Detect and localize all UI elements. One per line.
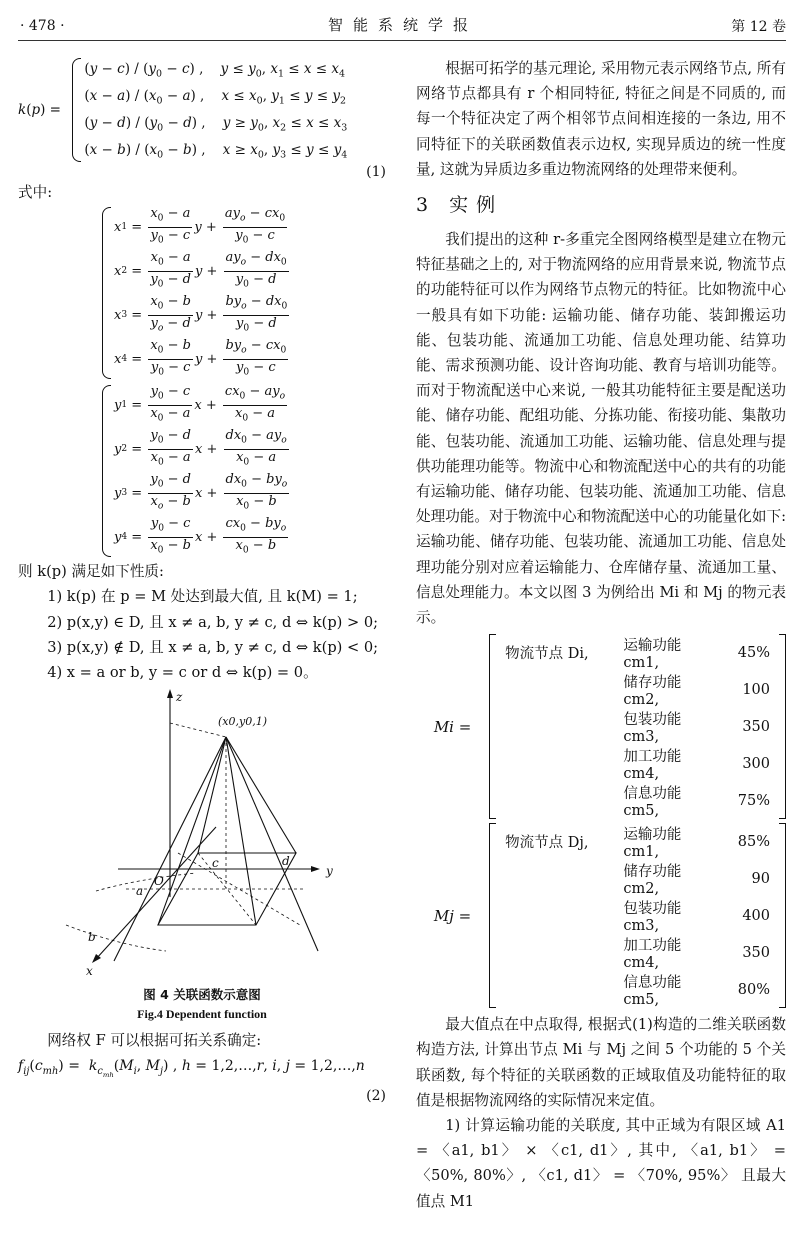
matrix-cell: 80% <box>737 981 770 998</box>
matrix-cell <box>501 782 619 819</box>
section-title: 实 例 <box>449 194 497 217</box>
matrix-cell <box>501 860 619 897</box>
section-heading <box>416 190 786 217</box>
matrix-cell: 75% <box>737 792 770 809</box>
matrix-cell: 350 <box>742 944 770 961</box>
matrix-cell <box>501 934 619 971</box>
matrix-cell: 加工功能 cm4, <box>623 938 682 972</box>
matrix-cell: 45% <box>737 644 770 661</box>
label-peak: (x0,y0,1) <box>218 715 267 729</box>
property-2: 2) p(x,y) ∈ D, 且 x ≠ a, b, y ≠ c, d ⇔ k(p) > 0; <box>47 613 379 631</box>
matrix-mj <box>416 823 786 1008</box>
property-3: 3) p(x,y) ∉ D, 且 x ≠ a, b, y ≠ c, d ⇔ k(p) < 0; <box>47 638 379 656</box>
volume-label: 第 12 卷 <box>731 19 786 35</box>
page-number: · 478 · <box>20 18 65 34</box>
matrix-cell: 加工功能 cm4, <box>623 749 682 783</box>
label-x: x <box>86 964 93 979</box>
right-column <box>416 56 786 1214</box>
shizhong-label: 式中: <box>18 184 53 201</box>
label-a: a <box>136 884 144 899</box>
matrix-cell <box>501 745 619 782</box>
label-y: y <box>326 864 333 879</box>
property-1: 1) k(p) 在 p = M 处达到最大值, 且 k(M) = 1; <box>47 588 358 606</box>
equation-2-number: (2) <box>366 1088 386 1105</box>
section-number: 3 <box>416 194 430 217</box>
matrix-cell: 储存功能 cm2, <box>623 675 682 709</box>
property-4: 4) x = a or b, y = c or d ⇔ k(p) = 0。 <box>47 664 318 682</box>
x-definitions: x 1 = $\frac{x_0 - a}{y_0 - c}$ y + $\frac{ay_o - cx_0}{y_0 - c}$ x 2 = $\frac{x_0 - a}{y_0 - d}$ y + $\frac{ay_o - dx_0}{y_0 - d}$ x 3 = $\frac{x_0 - b}{y_o - d}$ y + $\frac{by_o - dx_0}{y_0 - d}$ x 4 = $\frac{x_0 - b}{y_0 - c}$ y + $\frac{by_o - cx_0}{y_0 - c}$ <box>96 205 344 381</box>
matrix-cell: 信息功能 cm5, <box>623 975 682 1009</box>
label-b: b <box>88 930 96 945</box>
base-region <box>158 853 296 925</box>
weight-text: 网络权 F 可以根据可拓关系确定: <box>47 1032 262 1050</box>
matrix-cell: 包装功能 cm3, <box>623 901 682 935</box>
matrix-cell: 90 <box>751 870 770 887</box>
matrix-mi <box>416 634 786 819</box>
label-c: c <box>212 856 219 871</box>
equation-2: $f_{ij}(c_{mh}) = k_{c_{mh}}(M_i$, $M_j$) , h = 1,2,…,r, i, j = 1,2,…,n <box>18 1058 365 1080</box>
properties-intro: 则 k(p) 满足如下性质: <box>18 563 164 581</box>
matrix-cell: 400 <box>742 907 770 924</box>
matrix-cell: 85% <box>737 833 770 850</box>
matrix-cell <box>501 708 619 745</box>
left-column <box>18 56 386 1104</box>
label-z: z <box>176 690 183 705</box>
matrix-cell: 运输功能 cm1, <box>623 638 682 672</box>
running-header <box>20 14 786 36</box>
paragraph-4: 1) 计算运输功能的关联度, 其中正域为有限区域 A1 = 〈a1, b1〉 × 〈c1, d1〉, 其中, 〈a1, b1〉 = 〈50%, 80%〉, 〈c1, d1〉 = 〈70%, 95%〉 且最大值点 M1 <box>416 1117 786 1210</box>
matrix-mi-label: Mi = <box>433 717 472 736</box>
matrix-cell <box>501 671 619 708</box>
paragraph-1: 根据可拓学的基元理论, 采用物元表示网络节点, 所有网络节点都具有 r 个相同特征, 特征之间是不同质的, 而每一个特征决定了两个相邻节点间相连接的一条边, 用不同特征下的关联函数值表示边权, 实现异质边的统一性度量, 这就为异质边多重边物流网络的处理带来便利。 <box>416 60 786 178</box>
matrix-cell: 物流节点 Dj, <box>505 835 589 852</box>
figure-4-diagram <box>18 689 386 981</box>
matrix-mj-label: Mj = <box>433 906 472 925</box>
paragraph-2: 我们提出的这种 r-多重完全图网络模型是建立在物元特征基础之上的, 对于物流网络的应用背景来说, 物流节点的功能特征可以作为网络节点物元的特征。比如物流中心一般具有如下功能: 运输功能、储存功能、装卸搬运功能、包装功能、流通加工功能、信息处理功能、结算功能、需求预测功能、设计咨询功能、教育与培训功能等。而对于物流配送中心来说, 一般其功能特征主要是配送功能、储存功能、配组功能、分拣功能、衔接功能、集散功能、包装功能、流通加工功能、运输功能、信息处理与提供功能理功能等。物流中心和物流配送中心的共有的功能有运输功能、储存功能、包装功能、流通加工功能、信息处理功能。对于物流中心和物流配送中心的功能量化如下: 运输功能、储存功能、包装功能、流通加工功能、信息处理功能分别对应着运输能力、仓库储存量、流通加工量、信息处理能力。本文以图 3 为例给出 Mi 和 Mj 的物元表示。 <box>416 231 786 627</box>
equation-1: k(p) = $(y - c) / (y_0 - c)$ , $y \le y_0$, $x_1 \le x \le x_4$ $(x - a) / (x_0 - a)$ , $x \le x_0$, $y_1 \le y \le y_2$ $(y - d) / (y_0 - d)$ , $y \ge y_0$, $x_2 \le x \le x_3$ $(x - b) / (x_0 - b)$ , $x \ge x_0$, $y_3 \le y \le y_4$ <box>18 56 386 164</box>
journal-title: 智能系统学报 <box>327 16 478 34</box>
figure-caption-cn: 图 4 关联函数示意图 <box>143 987 261 1003</box>
matrix-cell: 运输功能 cm1, <box>623 827 682 861</box>
header-rule <box>18 40 786 41</box>
y-definitions: y 1 = $\frac{y_0 - c}{x_0 - a}$ x + $\frac{cx_0 - ay_o}{x_0 - a}$ y 2 = $\frac{y_0 - d}{x_0 - a}$ x + $\frac{dx_0 - ay_o}{x_0 - a}$ y 3 = $\frac{y_0 - d}{x_o - b}$ x + $\frac{dx_0 - by_o}{x_0 - b}$ y 4 = $\frac{y_0 - c}{x_0 - b}$ x + $\frac{cx_0 - by_o}{x_0 - b}$ <box>96 383 344 559</box>
paragraph-3: 最大值点在中点取得, 根据式(1)构造的二维关联函数构造方法, 计算出节点 Mi 与 Mj 之间 5 个功能的 5 个关联函数, 每个特征的关联函数的正域取值及功能特征的取值是根据物流网络的实际情况来定值。 <box>416 1016 786 1109</box>
figure-caption-en: Fig.4 Dependent function <box>137 1007 267 1022</box>
equation-1-number: (1) <box>366 164 386 180</box>
matrix-cell: 包装功能 cm3, <box>623 712 682 746</box>
matrix-cell: 信息功能 cm5, <box>623 786 682 820</box>
matrix-cell <box>501 897 619 934</box>
matrix-cell: 储存功能 cm2, <box>623 864 682 898</box>
label-origin: O <box>154 874 164 889</box>
matrix-cell: 350 <box>742 718 770 735</box>
x-axis <box>96 827 216 959</box>
matrix-cell <box>501 971 619 1008</box>
matrix-cell: 300 <box>742 755 770 772</box>
label-d: d <box>282 854 290 869</box>
matrix-cell: 100 <box>742 681 770 698</box>
matrix-cell: 物流节点 Di, <box>505 646 589 663</box>
